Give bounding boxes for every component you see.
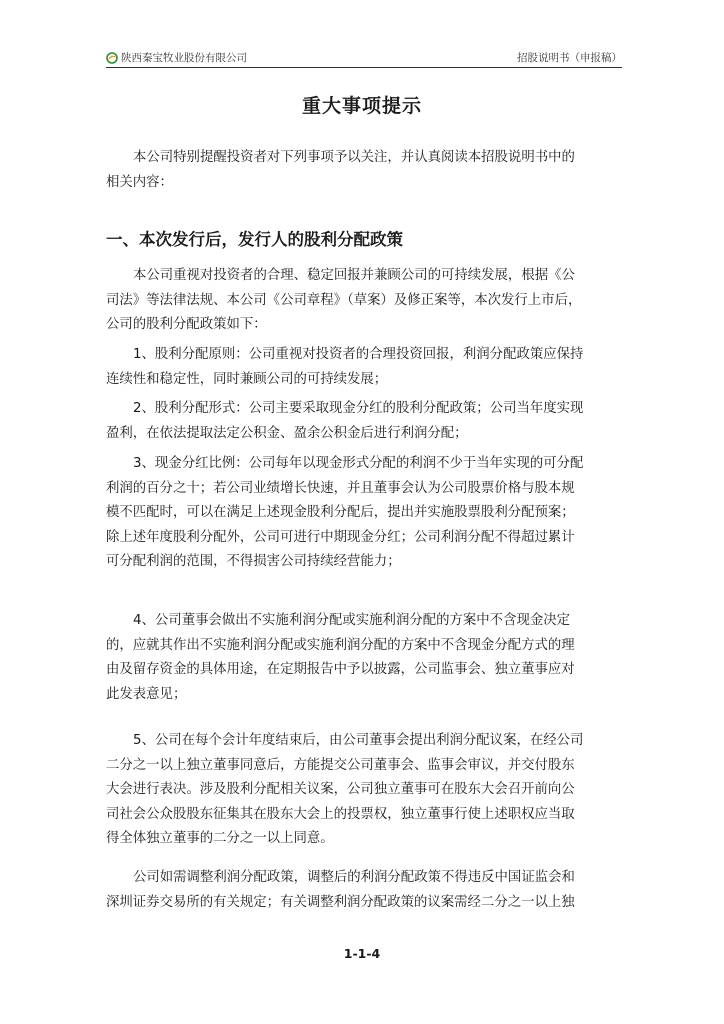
policy-item-4 [106,609,622,707]
text-line: 公司如需调整利润分配政策，调整后的利润分配政策不得违反中国证监会和 [133,870,575,885]
text-line: 的，应就其作出不实施利润分配或实施利润分配的方案中不含现金分配方式的理 [106,637,575,653]
text-line: 本公司特别提醒投资者对下列事项予以关注，并认真阅读本招股说明书中的 [133,150,575,165]
text-line: 1、股利分配原则：公司重视对投资者的合理投资回报，利润分配政策应保持 [133,347,584,362]
intro-paragraph [106,146,622,195]
company-name-text: 陕西秦宝牧业股份有限公司 [121,52,247,64]
text-line: 5、公司在每个会计年度结束后，由公司董事会提出利润分配议案，在经公司 [133,733,584,748]
section-heading: 一、本次发行后，发行人的股利分配政策 [106,230,403,249]
text-line: 盈利，在依法提取法定公积金、盈余公积金后进行利润分配； [106,425,468,441]
text-line: 得全体独立董事的二分之一以上同意。 [106,831,334,846]
text-line: 大会进行表决。涉及股利分配相关议案，公司独立董事可在股东大会召开前向公 [106,782,575,797]
text-line: 3、现金分红比例：公司每年以现金形式分配的利润不少于当年实现的可分配 [133,456,584,471]
policy-item-5 [106,729,622,852]
policy-adjustment-paragraph [106,866,622,915]
text-line: 利润的百分之十；若公司业绩增长快速，并且董事会认为公司股票价格与股本规 [106,480,575,496]
page-header [106,50,622,66]
text-line: 本公司重视对投资者的合理、稳定回报并兼顾公司的可持续发展，根据《公 [133,268,575,283]
page-title: 重大事项提示 [301,95,422,117]
policy-item-3 [106,452,622,575]
policy-item-2 [106,397,622,446]
policy-item-1 [106,343,622,392]
text-line: 由及留存资金的具体用途，在定期报告中予以披露，公司监事会、独立董事应对 [106,662,575,677]
text-line: 除上述年度股利分配外，公司可进行中期现金分红；公司利润分配不得超过累计 [106,529,575,545]
text-line: 二分之一以上独立董事同意后，方能提交公司董事会、监事会审议，并交付股东 [106,757,575,773]
text-line: 2、股利分配形式：公司主要采取现金分红的股利分配政策；公司当年度实现 [133,401,584,416]
document-type: 招股说明书（申报稿） [517,52,622,64]
text-line: 连续性和稳定性，同时兼顾公司的可持续发展； [106,371,388,387]
text-line: 司法》等法律法规、本公司《公司章程》（草案）及修正案等，本次发行上市后， [106,292,582,308]
text-line: 相关内容： [106,174,173,190]
text-line: 模不匹配时，可以在满足上述现金股利分配后，提出并实施股票股利分配预案； [106,505,575,520]
company-logo-icon [106,52,118,64]
page-number: 1-1-4 [343,946,381,961]
text-line: 深圳证券交易所的有关规定；有关调整利润分配政策的议案需经二分之一以上独 [106,894,575,910]
text-line: 司社会公众股股东征集其在股东大会上的投票权，独立董事行使上述职权应当取 [106,806,575,822]
header-divider [106,67,622,68]
text-line: 此发表意见； [106,686,187,702]
text-line: 可分配利润的范围，不得损害公司持续经营能力； [106,554,401,569]
text-line: 公司的股利分配政策如下： [106,317,267,332]
text-line: 4、公司董事会做出不实施利润分配或实施利润分配的方案中不含现金决定 [133,613,571,628]
company-name [106,50,247,66]
policy-intro-paragraph [106,264,622,338]
